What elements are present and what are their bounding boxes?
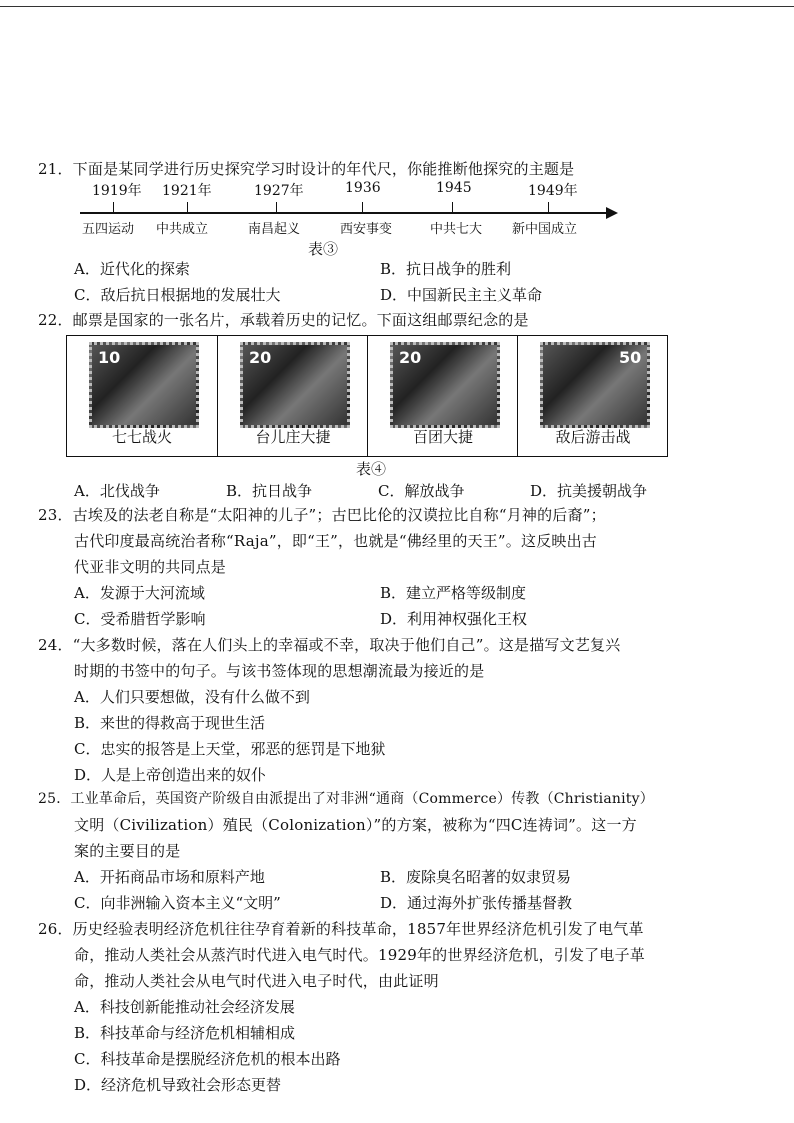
- timeline-year: 1921年: [162, 183, 212, 199]
- timeline-event: 中共七大: [430, 222, 483, 237]
- q26-option-a: A．科技创新能推动社会经济发展: [74, 998, 295, 1016]
- q26-option-c: C．科技革命是摆脱经济危机的根本出路: [74, 1050, 341, 1068]
- page-top-border: [0, 6, 794, 7]
- q25-stem-line: 25．工业革命后，英国资产阶级自由派提出了对非洲“通商（Commerce）传教（Christianity）: [38, 791, 654, 807]
- q23-stem-line: 23．古埃及的法老自称是“太阳神的儿子”；古巴比伦的汉谟拉比自称“月神的后裔”；: [38, 506, 606, 524]
- q25-option-c: C．向非洲输入资本主义“文明”: [74, 894, 281, 912]
- timeline-tick: [187, 202, 188, 212]
- stamp-image: [89, 342, 199, 428]
- timeline-arrow-icon: [606, 207, 618, 219]
- stamp-label: 七七战火: [111, 428, 172, 446]
- timeline-axis: [80, 212, 610, 214]
- q24-stem-line: 时期的书签中的句子。与该书签体现的思想潮流最为接近的是: [74, 662, 485, 680]
- stamp-value: 50: [619, 348, 642, 367]
- q21-option-c: C．敌后抗日根据地的发展壮大: [74, 286, 281, 304]
- timeline-tick: [276, 202, 277, 212]
- q24-stem-line: 24．“大多数时候，落在人们头上的幸福或不幸，取决于他们自己”。这是描写文艺复兴: [38, 636, 621, 654]
- timeline-tick: [113, 202, 114, 212]
- q25-option-d: D．通过海外扩张传播基督教: [380, 894, 573, 912]
- q22-option-d: D．抗美援朝战争: [530, 482, 648, 500]
- stamp-image: [390, 342, 500, 428]
- timeline-year: 1945: [436, 180, 472, 196]
- q21-option-a: A．近代化的探索: [74, 260, 190, 278]
- q26-option-d: D．经济危机导致社会形态更替: [74, 1076, 282, 1094]
- q26-option-b: B．科技革命与经济危机相辅相成: [74, 1024, 296, 1042]
- q23-option-b: B．建立严格等级制度: [380, 584, 527, 602]
- timeline-event: 西安事变: [340, 222, 393, 237]
- timeline-tick: [548, 202, 549, 212]
- q25-stem-line: 案的主要目的是: [74, 842, 181, 860]
- q24-option-b: B．来世的得救高于现世生活: [74, 714, 266, 732]
- timeline-event: 五四运动: [82, 222, 135, 237]
- q22-option-a: A．北伐战争: [74, 482, 160, 500]
- table-caption: 表③: [308, 240, 339, 258]
- timeline-event: 新中国成立: [512, 222, 578, 237]
- q24-option-a: A．人们只要想做，没有什么做不到: [74, 688, 310, 706]
- q22-option-c: C．解放战争: [378, 482, 465, 500]
- q21-option-b: B．抗日战争的胜利: [380, 260, 512, 278]
- q23-option-d: D．利用神权强化王权: [380, 610, 528, 628]
- q22-option-b: B．抗日战争: [226, 482, 313, 500]
- q25-option-b: B．废除臭名昭著的奴隶贸易: [380, 868, 572, 886]
- timeline-tick: [452, 202, 453, 212]
- stamp-cell: [67, 336, 217, 456]
- q22-stem: 22．邮票是国家的一张名片，承载着历史的记忆。下面这组邮票纪念的是: [38, 311, 529, 329]
- timeline-year: 1919年: [92, 183, 142, 199]
- q25-stem-line: 文明（Civilization）殖民（Colonization）”的方案，被称为“四C连祷词”。这一方: [74, 816, 637, 834]
- stamp-image: [540, 342, 650, 428]
- table-caption: 表④: [356, 460, 387, 478]
- q25-option-a: A．开拓商品市场和原料产地: [74, 868, 265, 886]
- q24-option-d: D．人是上帝创造出来的奴仆: [74, 766, 267, 784]
- stamp-image: [240, 342, 350, 428]
- q23-option-c: C．受希腊哲学影响: [74, 610, 206, 628]
- stamp-label: 台儿庄大捷: [255, 428, 331, 446]
- q23-option-a: A．发源于大河流域: [74, 584, 205, 602]
- stamp-value: 10: [98, 348, 121, 367]
- timeline-tick: [362, 202, 363, 212]
- stamp-label: 百团大捷: [412, 428, 473, 446]
- q26-stem-line: 命，推动人类社会从电气时代进入电子时代，由此证明: [74, 972, 439, 990]
- stamp-cell: [517, 336, 668, 456]
- q21-option-d: D．中国新民主主义革命: [380, 286, 543, 304]
- q26-stem-line: 26．历史经验表明经济危机往往孕育着新的科技革命，1857年世界经济危机引发了电气革: [38, 920, 644, 938]
- stamp-value: 20: [399, 348, 422, 367]
- stamp-cell: [367, 336, 518, 456]
- timeline-year: 1936: [345, 180, 381, 196]
- stamp-value: 20: [249, 348, 272, 367]
- q23-stem-line: 代亚非文明的共同点是: [74, 558, 227, 576]
- q21-stem: 21．下面是某同学进行历史探究学习时设计的年代尺，你能推断他探究的主题是: [38, 160, 575, 178]
- stamp-label: 敌后游击战: [555, 428, 631, 446]
- q26-stem-line: 命，推动人类社会从蒸汽时代进入电气时代。1929年的世界经济危机，引发了电子革: [74, 946, 645, 964]
- q24-option-c: C．忠实的报答是上天堂，邪恶的惩罚是下地狱: [74, 740, 386, 758]
- timeline-year: 1927年: [254, 183, 304, 199]
- timeline-event: 南昌起义: [248, 222, 301, 237]
- q23-stem-line: 古代印度最高统治者称“Raja”，即“王”，也就是“佛经里的天王”。这反映出古: [74, 532, 597, 550]
- stamp-cell: [217, 336, 368, 456]
- timeline-event: 中共成立: [156, 222, 209, 237]
- stamp-table: [66, 335, 668, 457]
- timeline-year: 1949年: [528, 183, 578, 199]
